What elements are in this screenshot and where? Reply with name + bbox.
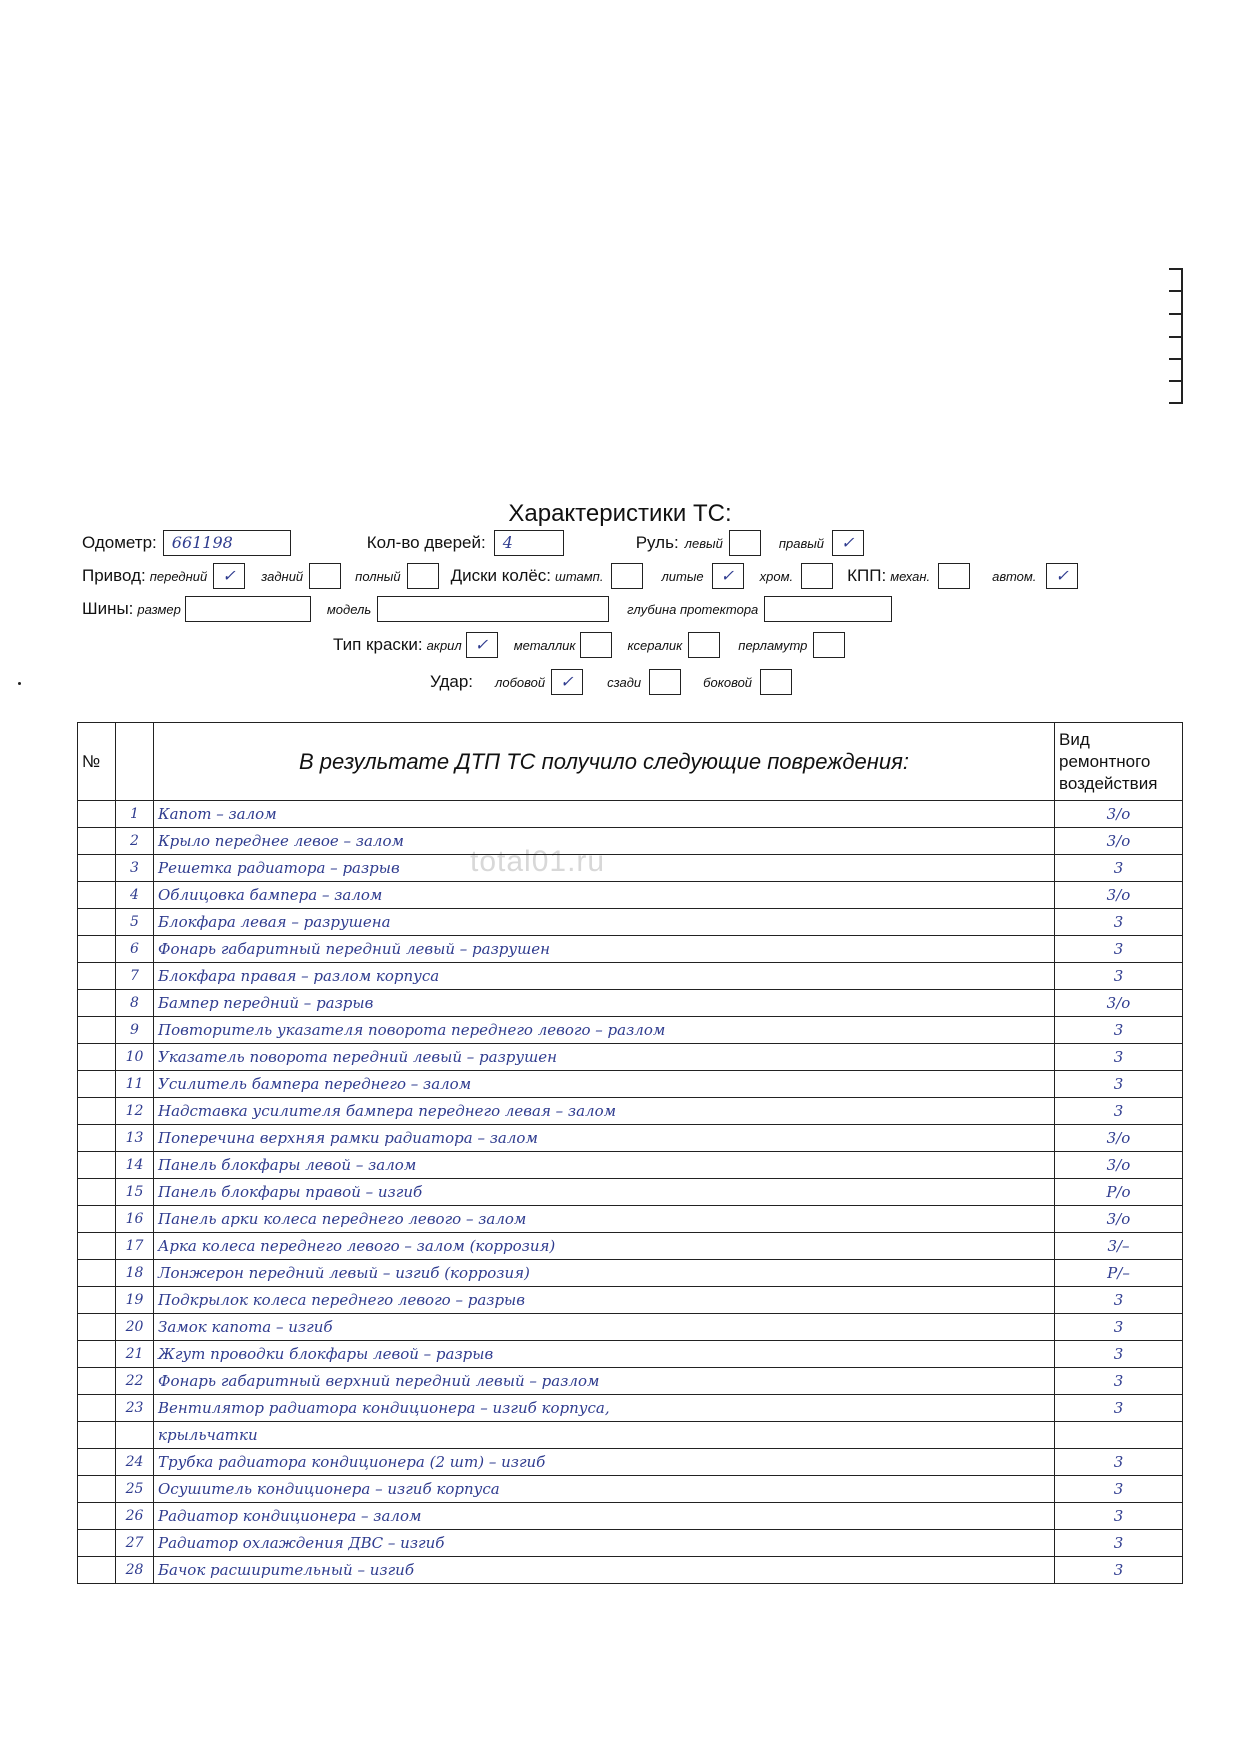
repair-type: Р/– xyxy=(1055,1260,1183,1287)
tire-size-label: размер xyxy=(137,601,181,617)
row-number: 20 xyxy=(116,1314,154,1341)
row-margin-cell xyxy=(78,1530,116,1557)
row-number: 27 xyxy=(116,1530,154,1557)
row-number: 22 xyxy=(116,1368,154,1395)
paint-acryl-checkbox[interactable] xyxy=(466,632,498,658)
row-margin-cell xyxy=(78,1017,116,1044)
impact-rear-label: сзади xyxy=(607,674,642,690)
row-margin-cell xyxy=(78,1260,116,1287)
paint-metallic-label: металлик xyxy=(513,637,576,653)
paint-metallic-checkbox[interactable] xyxy=(580,632,612,658)
table-row xyxy=(78,1017,1183,1044)
scan-dot xyxy=(18,682,21,685)
table-row xyxy=(78,1260,1183,1287)
drive-front-checkbox[interactable] xyxy=(213,563,245,589)
damage-description: Бампер передний – разрыв xyxy=(154,990,1055,1017)
watermark: total01.ru xyxy=(470,845,606,878)
repair-type: 3/о xyxy=(1055,801,1183,828)
row-number: 23 xyxy=(116,1395,154,1422)
disc-chrome-checkbox[interactable] xyxy=(801,563,833,589)
column-header-damage: В результате ДТП ТС получило следующие повреждения: xyxy=(154,723,1055,801)
repair-type: 3 xyxy=(1055,936,1183,963)
row-margin-cell xyxy=(78,1341,116,1368)
row-number: 28 xyxy=(116,1557,154,1584)
tread-depth-field[interactable] xyxy=(764,596,892,622)
row-number xyxy=(116,1422,154,1449)
disc-cast-label: литые xyxy=(661,568,704,584)
disc-cast-checkbox[interactable] xyxy=(712,563,744,589)
row-tires xyxy=(82,596,892,622)
damage-description: Подкрылок колеса переднего левого – разрыв xyxy=(154,1287,1055,1314)
row-margin-cell xyxy=(78,1152,116,1179)
damage-description: Осушитель кондиционера – изгиб корпуса xyxy=(154,1476,1055,1503)
row-number: 15 xyxy=(116,1179,154,1206)
damage-description: Блокфара левая – разрушена xyxy=(154,909,1055,936)
drive-rear-label: задний xyxy=(261,568,304,584)
table-row xyxy=(78,1098,1183,1125)
damage-description: Облицовка бампера – залом xyxy=(154,882,1055,909)
row-number: 6 xyxy=(116,936,154,963)
row-margin-cell xyxy=(78,1314,116,1341)
tire-model-field[interactable] xyxy=(377,596,609,622)
row-margin-cell xyxy=(78,963,116,990)
odometer-label: Одометр: xyxy=(82,533,157,552)
repair-type-header-line-2: ремонтного xyxy=(1059,751,1151,771)
table-row xyxy=(78,855,1183,882)
row-margin-cell xyxy=(78,1287,116,1314)
table-row xyxy=(78,990,1183,1017)
row-margin-cell xyxy=(78,1503,116,1530)
repair-type: 3 xyxy=(1055,1368,1183,1395)
wheel-right-check-mark: ✓ xyxy=(841,533,855,552)
repair-type: Р/о xyxy=(1055,1179,1183,1206)
odometer-value: 661198 xyxy=(171,533,233,552)
row-margin-cell xyxy=(78,1044,116,1071)
impact-label: Удар: xyxy=(430,672,474,691)
row-drive xyxy=(82,563,1078,589)
disc-stamp-checkbox[interactable] xyxy=(611,563,643,589)
table-row xyxy=(78,1503,1183,1530)
gearbox-label: КПП: xyxy=(847,566,887,585)
impact-front-check-mark: ✓ xyxy=(560,672,574,691)
damage-description: Фонарь габаритный передний левый – разрушен xyxy=(154,936,1055,963)
table-row xyxy=(78,828,1183,855)
row-impact xyxy=(430,669,792,695)
damage-description: Решетка радиатора – разрыв xyxy=(154,855,1055,882)
table-row xyxy=(78,1233,1183,1260)
wheel-right-label: правый xyxy=(778,535,825,551)
row-number: 25 xyxy=(116,1476,154,1503)
disc-chrome-label: хром. xyxy=(759,568,794,584)
row-odometer xyxy=(82,530,864,556)
margin-tick-marks xyxy=(1167,268,1183,404)
damage-description: Крыло переднее левое – залом xyxy=(154,828,1055,855)
paint-label: Тип краски: xyxy=(333,635,423,654)
row-number: 11 xyxy=(116,1071,154,1098)
repair-type: 3/о xyxy=(1055,1125,1183,1152)
damage-description: Указатель поворота передний левый – разрушен xyxy=(154,1044,1055,1071)
damage-description: Капот – залом xyxy=(154,801,1055,828)
table-row xyxy=(78,1071,1183,1098)
repair-type: 3 xyxy=(1055,963,1183,990)
tire-size-field[interactable] xyxy=(185,596,311,622)
repair-type-header-line-3: воздействия xyxy=(1059,773,1158,793)
tire-model-label: модель xyxy=(326,601,372,617)
damage-description: Фонарь габаритный верхний передний левый – разлом xyxy=(154,1368,1055,1395)
damage-description: Радиатор кондиционера – залом xyxy=(154,1503,1055,1530)
table-header-row xyxy=(78,723,1183,801)
repair-type: 3/– xyxy=(1055,1233,1183,1260)
odometer-field[interactable] xyxy=(163,530,291,556)
gear-auto-checkbox[interactable] xyxy=(1046,563,1078,589)
repair-type xyxy=(1055,1422,1183,1449)
wheel-left-checkbox[interactable] xyxy=(729,530,761,556)
damage-description: Блокфара правая – разлом корпуса xyxy=(154,963,1055,990)
discs-label: Диски колёс: xyxy=(450,566,552,585)
repair-type: 3/о xyxy=(1055,1152,1183,1179)
row-number: 21 xyxy=(116,1341,154,1368)
row-number: 17 xyxy=(116,1233,154,1260)
repair-type: 3 xyxy=(1055,1476,1183,1503)
table-row xyxy=(78,1530,1183,1557)
wheel-right-checkbox[interactable] xyxy=(832,530,864,556)
gear-auto-label: автом. xyxy=(992,568,1037,584)
repair-type: 3 xyxy=(1055,1341,1183,1368)
damage-description: Повторитель указателя поворота переднего левого – разлом xyxy=(154,1017,1055,1044)
row-paint xyxy=(333,632,845,658)
row-margin-cell xyxy=(78,1368,116,1395)
doors-label: Кол-во дверей: xyxy=(366,533,486,552)
damage-description: Вентилятор радиатора кондиционера – изгиб корпуса, xyxy=(154,1395,1055,1422)
row-margin-cell xyxy=(78,1422,116,1449)
repair-type-header-line-1: Вид xyxy=(1059,729,1090,749)
table-row xyxy=(78,1125,1183,1152)
row-number: 14 xyxy=(116,1152,154,1179)
gear-auto-check-mark: ✓ xyxy=(1055,566,1069,585)
row-margin-cell xyxy=(78,828,116,855)
paint-xeralic-checkbox[interactable] xyxy=(688,632,720,658)
repair-type: 3/о xyxy=(1055,990,1183,1017)
wheel-left-label: левый xyxy=(684,535,723,551)
table-row xyxy=(78,1449,1183,1476)
paint-acryl-check-mark: ✓ xyxy=(474,635,489,654)
table-row xyxy=(78,1179,1183,1206)
paint-pearl-checkbox[interactable] xyxy=(813,632,845,658)
form-title: Характеристики ТС: xyxy=(508,500,732,527)
table-row xyxy=(78,801,1183,828)
row-number: 18 xyxy=(116,1260,154,1287)
table-row xyxy=(78,1287,1183,1314)
drive-full-checkbox[interactable] xyxy=(407,563,439,589)
row-number: 7 xyxy=(116,963,154,990)
table-row xyxy=(78,909,1183,936)
tires-label: Шины: xyxy=(82,599,134,618)
column-header-repair-type xyxy=(1055,723,1183,801)
table-row xyxy=(78,1476,1183,1503)
row-margin-cell xyxy=(78,855,116,882)
column-header-number: № xyxy=(78,723,116,801)
row-margin-cell xyxy=(78,990,116,1017)
impact-front-label: лобовой xyxy=(495,674,546,690)
table-row xyxy=(78,1152,1183,1179)
row-number: 8 xyxy=(116,990,154,1017)
repair-type: 3 xyxy=(1055,1503,1183,1530)
drive-rear-checkbox[interactable] xyxy=(309,563,341,589)
table-row xyxy=(78,963,1183,990)
paint-pearl-label: перламутр xyxy=(738,637,808,653)
repair-type: 3 xyxy=(1055,1017,1183,1044)
damage-description: крыльчатки xyxy=(154,1422,1055,1449)
row-number: 9 xyxy=(116,1017,154,1044)
repair-type: 3 xyxy=(1055,1557,1183,1584)
repair-type: 3/о xyxy=(1055,828,1183,855)
row-number: 4 xyxy=(116,882,154,909)
row-margin-cell xyxy=(78,1395,116,1422)
repair-type: 3 xyxy=(1055,1449,1183,1476)
disc-stamp-label: штамп. xyxy=(555,568,604,584)
row-margin-cell xyxy=(78,1098,116,1125)
row-number: 1 xyxy=(116,801,154,828)
damage-description: Лонжерон передний левый – изгиб (коррозия) xyxy=(154,1260,1055,1287)
row-margin-cell xyxy=(78,1071,116,1098)
damage-description: Усилитель бампера переднего – залом xyxy=(154,1071,1055,1098)
impact-side-checkbox[interactable] xyxy=(760,669,792,695)
table-row xyxy=(78,1422,1183,1449)
gear-manual-label: механ. xyxy=(890,568,931,584)
row-number: 13 xyxy=(116,1125,154,1152)
table-row xyxy=(78,882,1183,909)
row-number: 10 xyxy=(116,1044,154,1071)
row-margin-cell xyxy=(78,1449,116,1476)
table-row xyxy=(78,1044,1183,1071)
damage-description: Поперечина верхняя рамки радиатора – залом xyxy=(154,1125,1055,1152)
table-row xyxy=(78,936,1183,963)
tread-depth-label: глубина протектора xyxy=(627,601,759,617)
repair-type: 3 xyxy=(1055,1098,1183,1125)
table-row xyxy=(78,1206,1183,1233)
disc-cast-check-mark: ✓ xyxy=(720,566,735,585)
repair-type: 3 xyxy=(1055,1530,1183,1557)
table-row xyxy=(78,1368,1183,1395)
table-row xyxy=(78,1557,1183,1584)
row-number: 3 xyxy=(116,855,154,882)
row-margin-cell xyxy=(78,1557,116,1584)
damage-description: Жгут проводки блокфары левой – разрыв xyxy=(154,1341,1055,1368)
repair-type: 3 xyxy=(1055,1071,1183,1098)
damage-description: Панель блокфары левой – залом xyxy=(154,1152,1055,1179)
repair-type: 3/о xyxy=(1055,1206,1183,1233)
row-margin-cell xyxy=(78,1125,116,1152)
drive-front-label: передний xyxy=(149,568,208,584)
row-number: 26 xyxy=(116,1503,154,1530)
column-header-blank xyxy=(116,723,154,801)
damage-description: Бачок расширительный – изгиб xyxy=(154,1557,1055,1584)
drive-front-check-mark: ✓ xyxy=(222,566,236,585)
row-number: 19 xyxy=(116,1287,154,1314)
doors-field[interactable] xyxy=(494,530,564,556)
repair-type: 3 xyxy=(1055,909,1183,936)
damage-description: Радиатор охлаждения ДВС – изгиб xyxy=(154,1530,1055,1557)
row-number: 2 xyxy=(116,828,154,855)
impact-side-label: боковой xyxy=(703,674,753,690)
row-margin-cell xyxy=(78,1206,116,1233)
damage-description: Трубка радиатора кондиционера (2 шт) – изгиб xyxy=(154,1449,1055,1476)
paint-xeralic-label: ксералик xyxy=(627,637,683,653)
row-margin-cell xyxy=(78,1233,116,1260)
gear-manual-checkbox[interactable] xyxy=(938,563,970,589)
drive-full-label: полный xyxy=(355,568,401,584)
damage-description: Замок капота – изгиб xyxy=(154,1314,1055,1341)
row-margin-cell xyxy=(78,936,116,963)
repair-type: 3 xyxy=(1055,1395,1183,1422)
doors-value: 4 xyxy=(502,533,513,552)
table-row xyxy=(78,1395,1183,1422)
damage-description: Панель блокфары правой – изгиб xyxy=(154,1179,1055,1206)
damage-description: Арка колеса переднего левого – залом (коррозия) xyxy=(154,1233,1055,1260)
wheel-label: Руль: xyxy=(635,533,679,552)
table-row xyxy=(78,1314,1183,1341)
repair-type: 3 xyxy=(1055,1314,1183,1341)
row-number: 5 xyxy=(116,909,154,936)
row-margin-cell xyxy=(78,1476,116,1503)
row-margin-cell xyxy=(78,909,116,936)
impact-rear-checkbox[interactable] xyxy=(649,669,681,695)
damage-description: Надставка усилителя бампера переднего левая – залом xyxy=(154,1098,1055,1125)
repair-type: 3 xyxy=(1055,1287,1183,1314)
row-margin-cell xyxy=(78,882,116,909)
row-number: 24 xyxy=(116,1449,154,1476)
repair-type: 3 xyxy=(1055,1044,1183,1071)
damage-description: Панель арки колеса переднего левого – залом xyxy=(154,1206,1055,1233)
row-margin-cell xyxy=(78,1179,116,1206)
impact-front-checkbox[interactable] xyxy=(551,669,583,695)
paint-acryl-label: акрил xyxy=(426,637,462,653)
row-number: 16 xyxy=(116,1206,154,1233)
damage-table xyxy=(77,722,1183,1584)
table-row xyxy=(78,1341,1183,1368)
repair-type: 3/о xyxy=(1055,882,1183,909)
repair-type: 3 xyxy=(1055,855,1183,882)
drive-label: Привод: xyxy=(82,566,146,585)
row-margin-cell xyxy=(78,801,116,828)
row-number: 12 xyxy=(116,1098,154,1125)
